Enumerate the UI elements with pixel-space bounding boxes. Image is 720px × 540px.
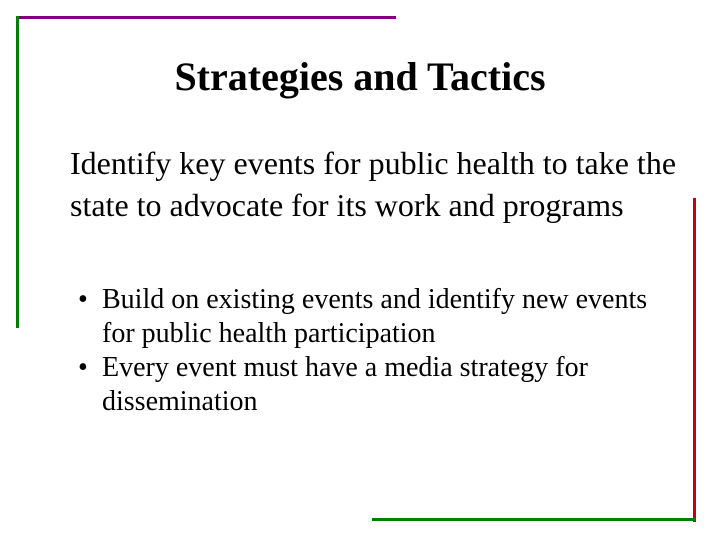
bullet-item: [78, 283, 678, 351]
bullet-marker-icon: •: [78, 284, 88, 315]
bullet-text: Every event must have a media strategy for dissemination: [102, 352, 588, 417]
body-text: Identify key events for public health to take the state to advocate for its work and programs: [70, 145, 677, 223]
slide-title: Strategies and Tactics: [174, 54, 546, 99]
bottom-border-line: [372, 518, 696, 521]
bullet-item: [78, 351, 678, 419]
bullet-text: Build on existing events and identify new events for public health participation: [102, 284, 648, 349]
top-border-line: [18, 16, 396, 19]
bullet-list: [78, 283, 678, 419]
bullet-marker-icon: •: [78, 352, 88, 383]
right-border-line: [693, 198, 696, 522]
